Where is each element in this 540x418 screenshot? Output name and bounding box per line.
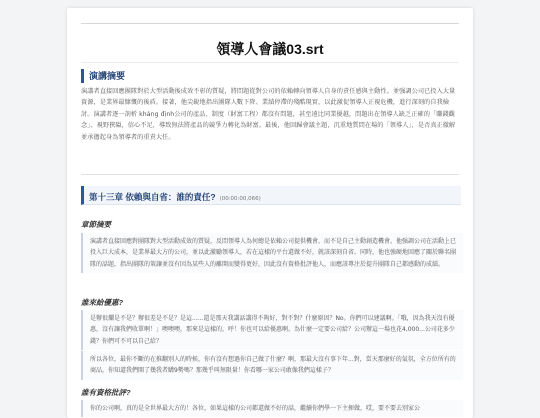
top-divider bbox=[81, 23, 459, 24]
block-heading-critique: 誰有資格批評? bbox=[81, 388, 131, 397]
summary-text: 演講者直接回應團隊對於大型活動後成效不彰的質疑，將問題從對公司的依賴轉向領導人自身的責任感與主動性。並强調公司已投入大量資源，是業界最慷慨的後盾。接著，他尖銳地指出團隊人數下降、業績停滯的殘酷現實，以此激促領導人正視危機，進行深刻的自我檢討。演講者逐一剖析 khảng định公司的產品、制度（財富工程）都沒有問題，甚至遠比同業優越，問題出在領導人缺乏正確的「賺錢觀念」、視野狹隘，信心不足，導致無法將產品的競爭力轉化為財富。最後，他回歸會議主題，沉重地質問在場的「領導人」，是否真正徹解並承擔起身為領導者的重責大任。 bbox=[81, 88, 456, 141]
chapter-title: 第十三章 依賴與自省：誰的責任? bbox=[89, 192, 216, 202]
section-divider bbox=[81, 174, 459, 175]
document-page bbox=[67, 8, 473, 418]
chapter-timestamp[interactable]: (00:00:00,066) bbox=[219, 196, 261, 202]
page-title: 領導人會議03.srt bbox=[216, 41, 324, 57]
block-text-reflection: 所以各位，最你不斷的在推翻別人的時候，你有沒有想過你自己做了什麼？啊，那最大沒有事下年...對，當天那麼好的氣氛，全方位所有的商品，你知道我們開了幾我者購9勢嗎？那幾乎叫無限量！你看哪一家公司敢像我們這樣子？ bbox=[81, 351, 463, 380]
block-text-discount: 是辦很爛是不是？辦很差是不是？是這......還是那天我講話講得不夠好，對不對？什麼原因？No。你們可以建議啊。「哦，因為我天沒有優惠，沒有讓我們收單啊！」噢噢噢，那來是這樣的，呼！你也可以給優惠啊。為什麼一定要公司給？公司辦這一場也花4,000...公司花多少錢？你們可不可以自己給？ bbox=[81, 310, 463, 350]
chapter-header bbox=[81, 186, 461, 205]
block-text-chapter-summary: 演講者直接回應對團隊對大型活動成效的質疑，反問領導人為何總是依賴公司提供機會，而不是自己主動創造機會。他强調公司在活動上已投入巨大成本，是業界最大方的公司，並以此激勵領導人，若在這樣的平台還做不好，就該深刻自省。同時，他也強硬地回應了關於聯名團隊的話題，指出團隊的策讓並沒有因為某些人的離開而變得更好，因此沒有資格批評他人，而應該專注於提升團隊自己都感動的成績。 bbox=[81, 233, 463, 273]
title-divider bbox=[81, 62, 459, 63]
block-heading-chapter-summary: 章節摘要 bbox=[81, 220, 111, 229]
summary-heading: 演講摘要 bbox=[81, 69, 125, 83]
block-heading-discount: 誰來給優惠? bbox=[81, 298, 124, 307]
block-text-critique: 你的公司啊，真的是全世界最大方的！各位，如果這樣的公司都還做不好的話，繼續你們學一下主揮做，哎，要不要去別家公 bbox=[81, 400, 463, 417]
